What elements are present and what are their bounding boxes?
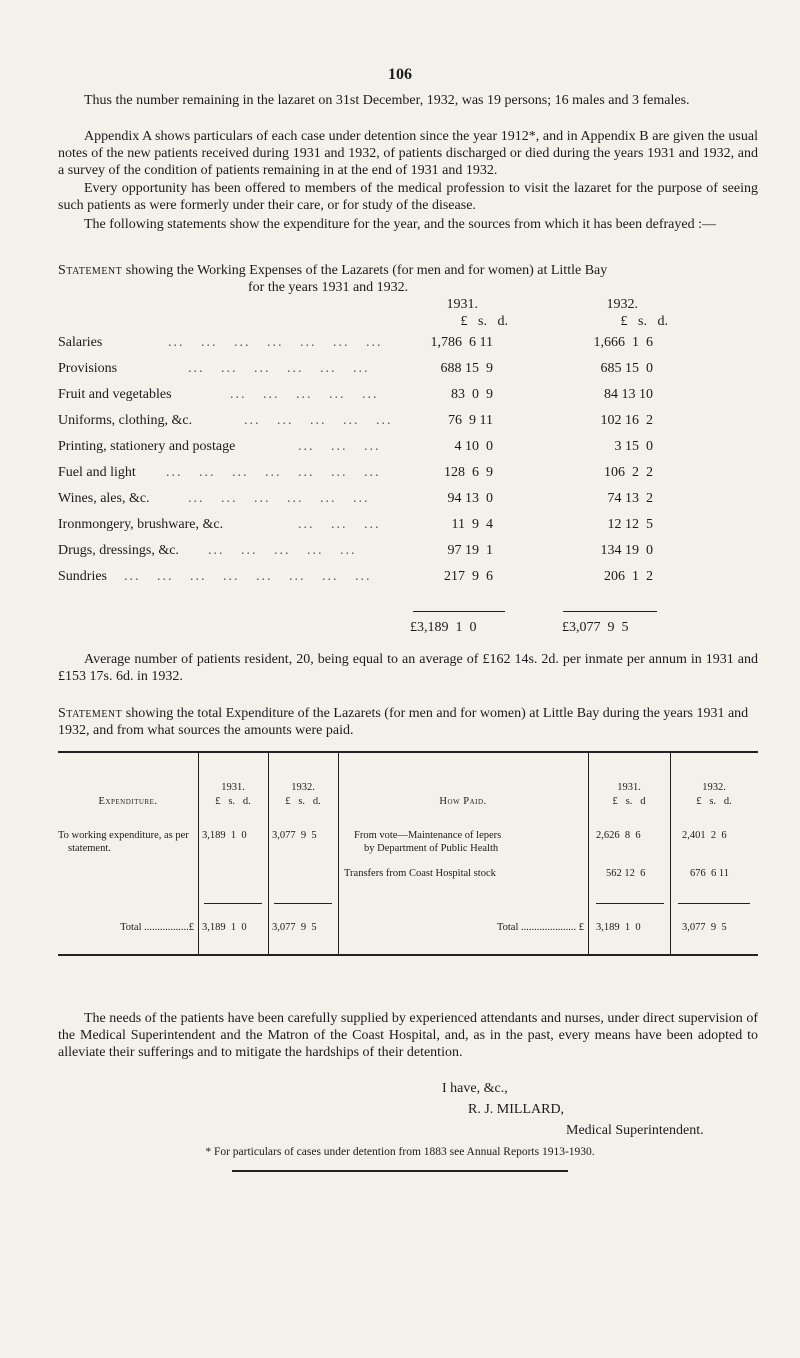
paragraph-opportunity: Every opportunity has been offered to members of the medical profession to visit the lazaret for the purpose of seeing such patients as were formerly under their care, or for study of the disease. bbox=[58, 181, 758, 213]
table-row: Fruit and vegetables ... ... ... ... ... 83 0 9 84 13 10 bbox=[58, 387, 653, 402]
row1-expenditure-line2: statement. bbox=[68, 843, 111, 854]
statement1-total-1932: £3,077 9 5 bbox=[562, 620, 629, 635]
statement2-title-rest: showing the total Expenditure of the Lazarets (for men and for women) at Little Bay during the years 1931 and 1932, and from what sources the amounts were paid. bbox=[58, 706, 749, 738]
table-row: Uniforms, clothing, &c. ... ... ... ... ... 76 9 11 102 16 2 bbox=[58, 413, 653, 428]
statement1-header-1931 bbox=[368, 296, 508, 330]
signature-name: R. J. MILLARD, bbox=[468, 1102, 565, 1117]
row-item: Provisions bbox=[58, 361, 118, 376]
statement2-title bbox=[58, 705, 758, 739]
paragraph-appendix: Appendix A shows particulars of each case under detention since the year 1912*, and in Appendix B are given the usual notes of the new patients received during 1931 and 1932, of patients discharged or died during the years 1931 and 1932, and a survey of the condition of patients remaining in at the end of 1931 and 1932. bbox=[58, 129, 758, 178]
header-1931: 1931. bbox=[221, 782, 245, 793]
row-value-1931: 94 13 0 bbox=[447, 491, 493, 506]
header-1932: 1932. bbox=[291, 782, 315, 793]
sum-rule bbox=[596, 903, 664, 904]
table-row: Printing, stationery and postage ... ... ... 4 10 0 3 15 0 bbox=[58, 439, 653, 454]
row2-how: Transfers from Coast Hospital stock bbox=[344, 868, 496, 879]
row-value-1932: 1,666 1 6 bbox=[593, 335, 653, 350]
total-label: Total .................£ bbox=[120, 922, 194, 933]
row-item: Fruit and vegetables bbox=[58, 387, 172, 402]
row-value-1931: 76 9 11 bbox=[448, 413, 493, 428]
row1-how-line2: by Department of Public Health bbox=[364, 843, 499, 854]
total-paid-1931: 3,189 1 0 bbox=[596, 922, 641, 933]
row-item: Salaries bbox=[58, 335, 103, 350]
total-1931: 3,189 1 0 bbox=[202, 922, 247, 933]
row-value-1931: 128 6 9 bbox=[444, 465, 493, 480]
row2-paid-1932: 676 6 11 bbox=[690, 868, 729, 879]
row-value-1932: 685 15 0 bbox=[600, 361, 653, 376]
statement1-header-1932 bbox=[528, 296, 668, 330]
header-1932-units: £ s. d. bbox=[285, 796, 321, 807]
row-item: Fuel and light bbox=[58, 465, 136, 480]
row-item: Drugs, dressings, &c. bbox=[58, 543, 179, 558]
statement1-title bbox=[58, 262, 758, 279]
table-top-rule bbox=[58, 751, 758, 753]
row-item: Uniforms, clothing, &c. bbox=[58, 413, 193, 428]
total-how-label: Total ..................... £ bbox=[496, 922, 584, 933]
footer-rule bbox=[232, 1170, 568, 1172]
header-year-1931: 1931. bbox=[446, 297, 478, 312]
page-number: 106 bbox=[388, 66, 412, 83]
total-1932: 3,077 9 5 bbox=[272, 922, 317, 933]
sum-rule bbox=[204, 903, 262, 904]
total-paid-1932: 3,077 9 5 bbox=[682, 922, 727, 933]
table-row: Drugs, dressings, &c. ... ... ... ... ... 97 19 1 134 19 0 bbox=[58, 543, 653, 558]
statement1-lead: Statement bbox=[58, 263, 123, 278]
row-value-1931: 217 9 6 bbox=[444, 569, 493, 584]
statement2-lead: Statement bbox=[58, 706, 123, 721]
statement2-table bbox=[58, 751, 758, 956]
row-value-1932: 206 1 2 bbox=[604, 569, 653, 584]
row2-paid-1931: 562 12 6 bbox=[606, 868, 646, 879]
row-value-1931: 1,786 6 11 bbox=[430, 335, 493, 350]
row-value-1931: 83 0 9 bbox=[451, 387, 493, 402]
header-paid-1931-units: £ s. d bbox=[612, 796, 646, 807]
header-paid-1932-units: £ s. d. bbox=[696, 796, 732, 807]
table-row: Sundries ... ... ... ... ... ... ... ... 217 9 6 206 1 2 bbox=[58, 569, 653, 584]
row-value-1931: 688 15 9 bbox=[440, 361, 493, 376]
header-units-1932: £ s. d. bbox=[620, 314, 668, 329]
row-item: Sundries bbox=[58, 569, 107, 584]
total-rule-1932 bbox=[563, 611, 657, 612]
header-1931-units: £ s. d. bbox=[215, 796, 251, 807]
header-year-1932: 1932. bbox=[606, 297, 638, 312]
row-value-1931: 11 9 4 bbox=[451, 517, 493, 532]
row-value-1932: 3 15 0 bbox=[614, 439, 653, 454]
row1-paid-1932: 2,401 2 6 bbox=[682, 830, 727, 841]
total-rule-1931 bbox=[413, 611, 505, 612]
row1-value-1931: 3,189 1 0 bbox=[202, 830, 247, 841]
row-value-1931: 97 19 1 bbox=[447, 543, 493, 558]
header-how-paid: How Paid. bbox=[439, 796, 487, 807]
row-value-1932: 106 2 2 bbox=[604, 465, 653, 480]
row-value-1932: 134 19 0 bbox=[600, 543, 653, 558]
row-value-1931: 4 10 0 bbox=[454, 439, 493, 454]
sum-rule bbox=[678, 903, 750, 904]
header-paid-1932: 1932. bbox=[702, 782, 726, 793]
statement1-table bbox=[58, 335, 758, 595]
statement1-title-rest: showing the Working Expenses of the Lazarets (for men and for women) at Little Bay bbox=[125, 263, 608, 278]
statement1-title-line2: for the years 1931 and 1932. bbox=[248, 280, 409, 295]
statement1-total-1931: £3,189 1 0 bbox=[410, 620, 477, 635]
signature-greeting: I have, &c., bbox=[442, 1081, 508, 1096]
closing-paragraph: The needs of the patients have been carefully supplied by experienced attendants and nurses, under direct supervision of the Medical Superintendent and the Matron of the Coast Hospital, and, as in the past, every means have been adopted to alleviate their sufferings and to mitigate the hardships of their detention. bbox=[58, 1011, 758, 1060]
row1-value-1932: 3,077 9 5 bbox=[272, 830, 317, 841]
table-row: Ironmongery, brushware, &c. ... ... ... 11 9 4 12 12 5 bbox=[58, 517, 653, 532]
table-row: Wines, ales, &c. ... ... ... ... ... ... 94 13 0 74 13 2 bbox=[58, 491, 653, 506]
row1-how-line1: From vote—Maintenance of lepers bbox=[354, 830, 502, 841]
table-row: Fuel and light ... ... ... ... ... ... ... 128 6 9 106 2 2 bbox=[58, 465, 653, 480]
row1-paid-1931: 2,626 8 6 bbox=[596, 830, 641, 841]
table-row: Salaries ... ... ... ... ... ... ... 1,786 6 11 1,666 1 6 bbox=[58, 335, 653, 350]
row-item: Printing, stationery and postage bbox=[58, 439, 236, 454]
row-item: Wines, ales, &c. bbox=[58, 491, 150, 506]
header-units-1931: £ s. d. bbox=[460, 314, 508, 329]
paragraph-lazaret-count: Thus the number remaining in the lazaret on 31st December, 1932, was 19 persons; 16 males and 3 females. bbox=[84, 93, 690, 108]
row-item: Ironmongery, brushware, &c. bbox=[58, 517, 224, 532]
footnote: * For particulars of cases under detention from 1883 see Annual Reports 1913-1930. bbox=[205, 1146, 595, 1158]
row-value-1932: 12 12 5 bbox=[607, 517, 653, 532]
row-value-1932: 102 16 2 bbox=[600, 413, 653, 428]
header-paid-1931: 1931. bbox=[617, 782, 641, 793]
row-value-1932: 74 13 2 bbox=[607, 491, 653, 506]
row-value-1932: 84 13 10 bbox=[604, 387, 653, 402]
average-paragraph: Average number of patients resident, 20, being equal to an average of £162 14s. 2d. per inmate per annum in 1931 and £153 17s. 6d. in 1932. bbox=[58, 652, 758, 684]
row1-expenditure-line1: To working expenditure, as per bbox=[58, 830, 189, 841]
sum-rule bbox=[274, 903, 332, 904]
header-expenditure: Expenditure. bbox=[98, 796, 158, 807]
table-bottom-rule bbox=[58, 954, 758, 956]
table-row: Provisions ... ... ... ... ... ... 688 15 9 685 15 0 bbox=[58, 361, 653, 376]
paragraph-statements-intro: The following statements show the expenditure for the year, and the sources from which it has been defrayed :— bbox=[84, 217, 716, 232]
signature-title: Medical Superintendent. bbox=[566, 1123, 704, 1138]
